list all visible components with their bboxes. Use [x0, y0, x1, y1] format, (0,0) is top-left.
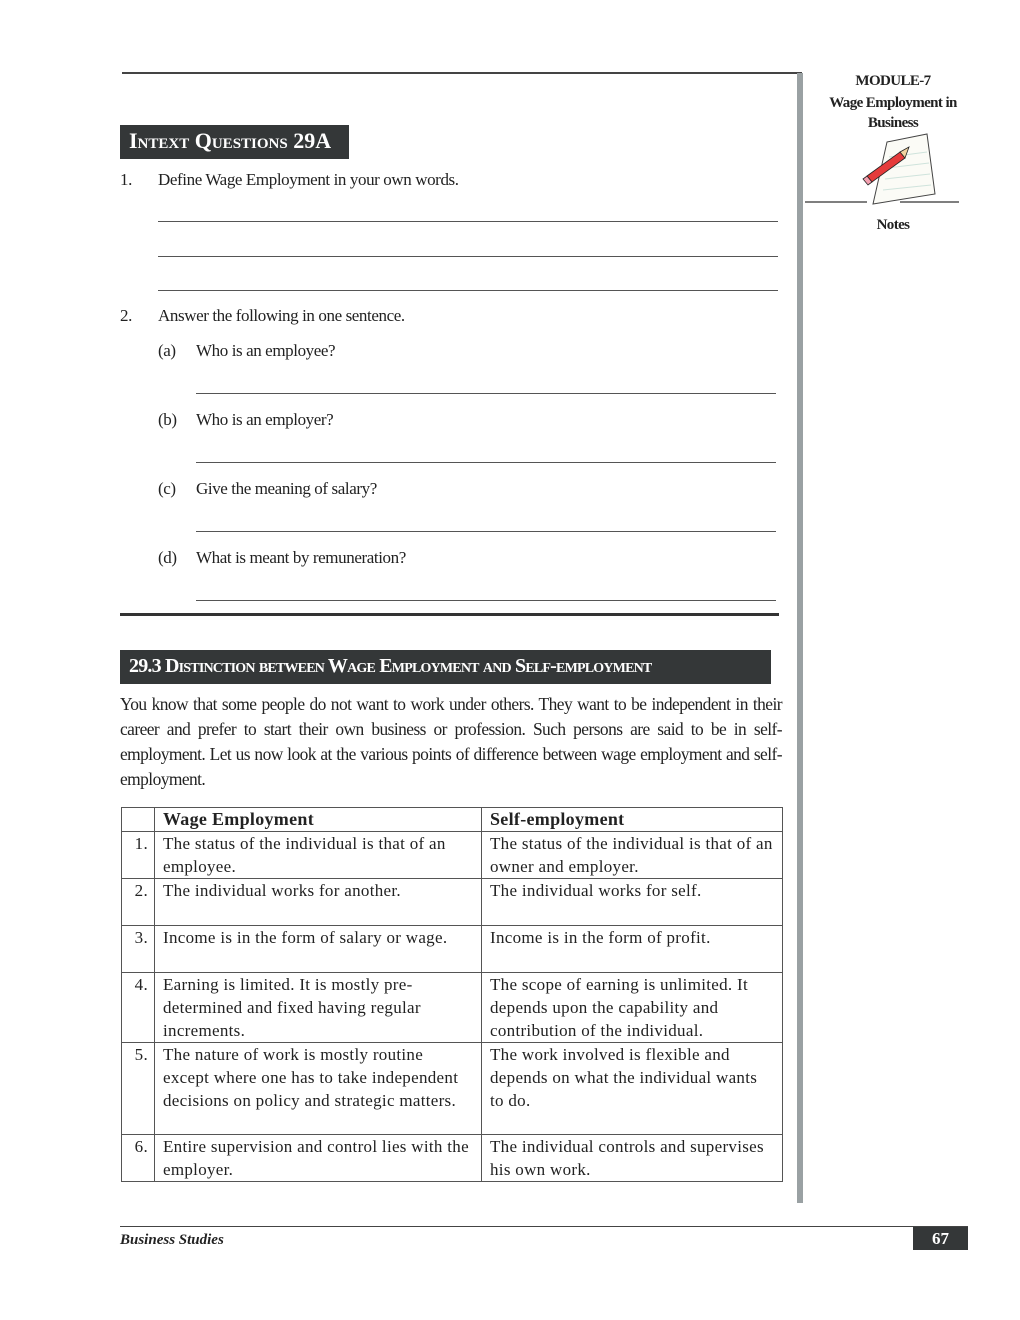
intext-heading: Intext Questions 29A [120, 125, 349, 159]
sub-question-a: Who is an employee? [196, 341, 336, 360]
answer-line [196, 393, 776, 394]
q1-number: 1. [120, 170, 132, 189]
header-self: Self-employment [482, 808, 783, 832]
header-number [122, 808, 155, 832]
row-number: 2. [122, 879, 155, 926]
q2-number: 2. [120, 306, 132, 325]
module-title-1: Wage Employment in [829, 95, 957, 111]
table-header-row [122, 808, 783, 832]
section-paragraph: You know that some people do not want to work under others. They want to be independent in their career and prefer to start their own business or profession. Such persons are said to be in self-employment. Let us now look at the various points of difference between wage employment and self-employment. [120, 694, 782, 789]
sub-question-b: Who is an employer? [196, 410, 334, 429]
sub-label-a: (a) [158, 341, 176, 360]
sub-question-c: Give the meaning of salary? [196, 479, 377, 498]
table-row [122, 926, 783, 973]
section-heading: 29.3 Distinction between Wage Employment and Self-employment [120, 650, 771, 684]
table-row [122, 973, 783, 1043]
footer-book-title: Business Studies [120, 1232, 224, 1248]
self-cell: The status of the individual is that of an owner and employer. [482, 832, 783, 879]
wage-cell: Earning is limited. It is mostly pre-determined and fixed having regular increments. [155, 973, 482, 1043]
self-cell: The individual controls and supervises his own work. [482, 1135, 783, 1182]
table-row [122, 879, 783, 926]
q2-text: Answer the following in one sentence. [158, 306, 405, 325]
margin-bar [797, 73, 803, 1203]
wage-cell: Entire supervision and control lies with the employer. [155, 1135, 482, 1182]
sub-label-c: (c) [158, 479, 176, 498]
sub-question-d: What is meant by remuneration? [196, 548, 406, 567]
self-cell: The work involved is flexible and depends on what the individual wants to do. [482, 1043, 783, 1135]
row-number: 5. [122, 1043, 155, 1135]
self-cell: Income is in the form of profit. [482, 926, 783, 973]
answer-line [158, 256, 778, 257]
sub-label-d: (d) [158, 548, 177, 567]
answer-line [196, 600, 776, 601]
answer-line [158, 221, 778, 222]
row-number: 6. [122, 1135, 155, 1182]
top-rule [122, 72, 802, 74]
comparison-table [121, 807, 783, 1182]
notes-label: Notes [876, 217, 910, 233]
section-divider [120, 613, 779, 616]
answer-line [158, 290, 778, 291]
table-row [122, 1135, 783, 1182]
header-wage: Wage Employment [155, 808, 482, 832]
sub-label-b: (b) [158, 410, 177, 429]
answer-line [196, 531, 776, 532]
q1-text: Define Wage Employment in your own words. [158, 170, 459, 189]
wage-cell: The nature of work is mostly routine except where one has to take independent decisions on policy and strategic matters. [155, 1043, 482, 1135]
answer-line [196, 462, 776, 463]
module-label: MODULE-7 [855, 73, 931, 89]
row-number: 4. [122, 973, 155, 1043]
page-number: 67 [913, 1227, 968, 1250]
table-row [122, 832, 783, 879]
footer-rule [120, 1226, 968, 1227]
row-number: 1. [122, 832, 155, 879]
wage-cell: The status of the individual is that of an employee. [155, 832, 482, 879]
self-cell: The individual works for self. [482, 879, 783, 926]
wage-cell: The individual works for another. [155, 879, 482, 926]
row-number: 3. [122, 926, 155, 973]
module-title-2: Business [867, 115, 919, 131]
self-cell: The scope of earning is unlimited. It depends upon the capability and contribution of the individual. [482, 973, 783, 1043]
notes-pencil-icon [805, 132, 961, 208]
table-row [122, 1043, 783, 1135]
wage-cell: Income is in the form of salary or wage. [155, 926, 482, 973]
